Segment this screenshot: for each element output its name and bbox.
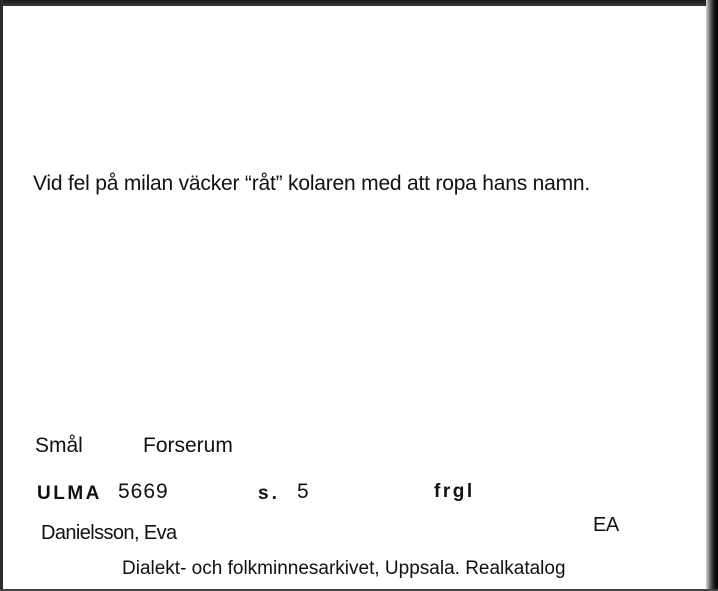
card-right-edge (706, 0, 718, 591)
place-name: Forserum (143, 434, 233, 457)
region-label: Smål (35, 434, 83, 457)
card-left-edge (0, 0, 3, 591)
record-text: Vid fel på milan väcker “råt” kolaren med att ropa hans namn. (33, 172, 591, 195)
page-number: 5 (297, 480, 309, 503)
category-code: frgl (434, 481, 475, 502)
collector-name: Danielsson, Eva (41, 522, 177, 544)
page-label: s. (258, 483, 280, 504)
archive-footer: Dialekt- och folkminnesarkivet, Uppsala. Realkatalog (122, 558, 566, 579)
archive-number: 5669 (118, 480, 169, 503)
archive-label: ULMA (37, 483, 102, 504)
collector-code: EA (593, 514, 619, 536)
card-top-edge (0, 0, 718, 6)
